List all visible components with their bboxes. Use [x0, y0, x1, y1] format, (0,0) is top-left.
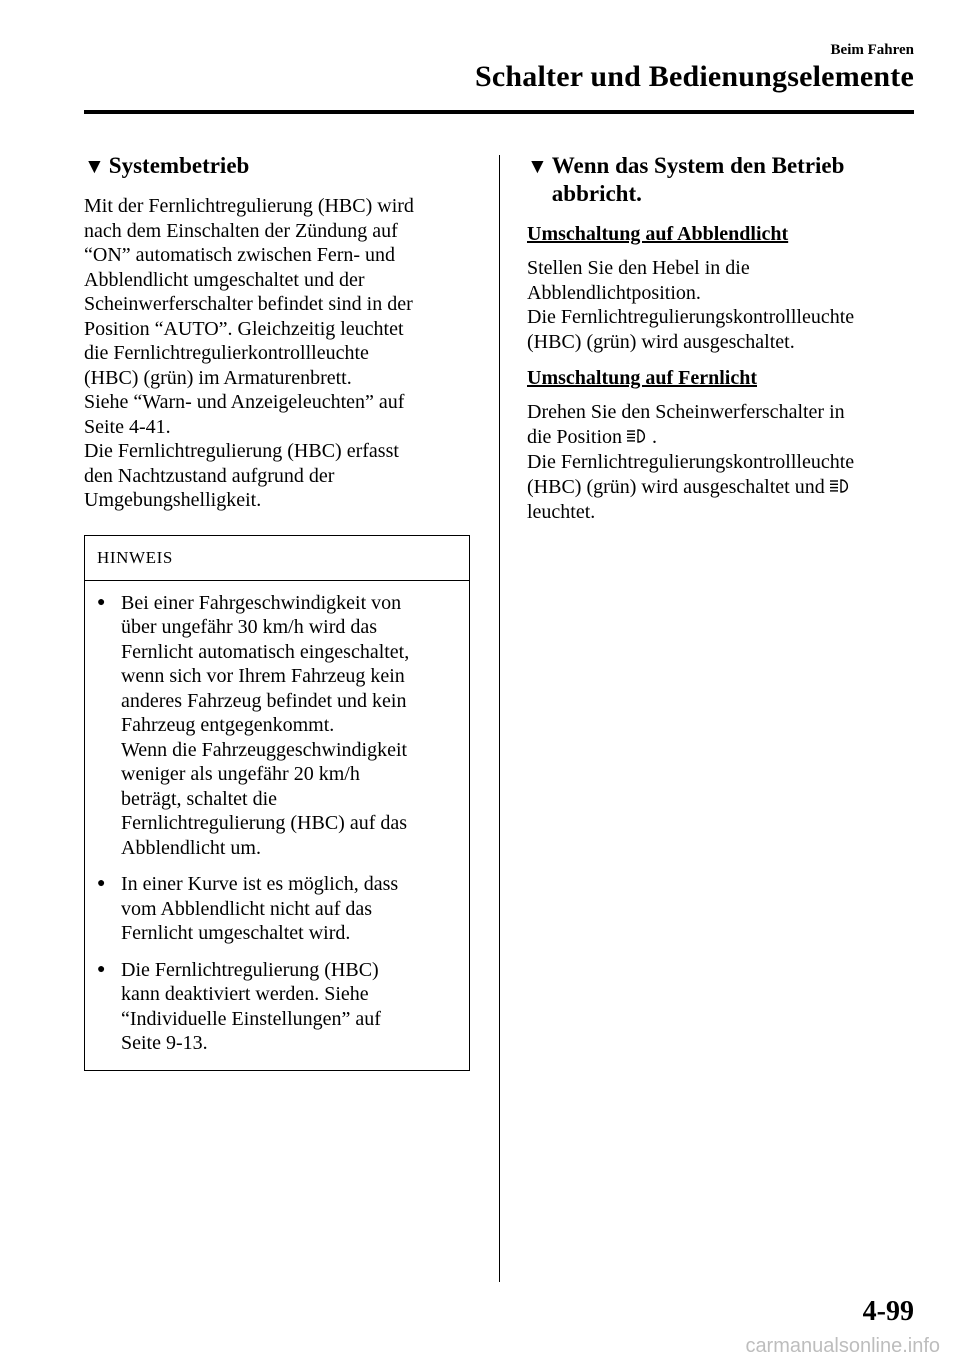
note-item: [97, 872, 453, 946]
page-title: Schalter und Bedienungselemente: [474, 60, 914, 93]
subheading-fernlicht: Umschaltung auf Fernlicht: [527, 367, 757, 389]
section-heading-systembetrieb: [84, 152, 474, 180]
body-paragraph: [527, 400, 917, 525]
note-title: HINWEIS: [85, 536, 469, 581]
note-item-text: In einer Kurve ist es möglich, dass vom Abblendlicht nicht auf das Fernlicht umgeschaltet wird.: [121, 873, 399, 944]
right-column: [527, 152, 917, 525]
note-item-text: Die Fernlichtregulierung (HBC) kann deaktiviert werden. Siehe “Individuelle Einstellungen” auf Seite 9-13.: [121, 958, 381, 1054]
heading-marker-icon: ▼: [84, 154, 105, 178]
bullet-icon: ●: [97, 876, 106, 891]
heading-marker-icon: ▼: [527, 154, 548, 178]
watermark: carmanualsonline.info: [745, 1335, 940, 1357]
text-line: .: [652, 425, 658, 448]
section-heading-abbruch: [527, 152, 917, 208]
note-item: [97, 958, 453, 1056]
text-line: die Position: [527, 425, 623, 448]
bullet-icon: ●: [97, 594, 106, 610]
body-paragraph: Mit der Fernlichtregulierung (HBC) wird nach dem Einschalten der Zündung auf “ON” automatisch zwischen Fern- und Abblendlicht umgeschaltet und der Scheinwerferschalter befindet sind in der Position “AUTO”. Gleichzeitig leuchtet die Fernlichtregulierkontrollleuchte (HBC) (grün) im Armaturenbrett. Siehe “Warn- und Anzeigeleuchten” auf Seite 4-41. Die Fernlichtregulierung (HBC) erfasst den Nachtzustand aufgrund der Umgebungshelligkeit.: [84, 195, 414, 511]
note-box: [84, 535, 470, 1071]
text-line: Die Fernlichtregulierungskontrollleuchte: [527, 451, 855, 474]
note-item-text: Bei einer Fahrgeschwindigkeit von über ungefähr 30 km/h wird das Fernlicht automatisch eingeschaltet, wenn sich vor Ihrem Fahrzeug kein anderes Fahrzeug befindet und kein Fahrzeug entgegenkommt. Wenn die Fahrzeuggeschwindigkeit weniger als ungefähr 20 km/h beträgt, schaltet die Fernlichtregulierung (HBC) auf das Abblendlicht um.: [121, 591, 410, 859]
text-line: (HBC) (grün) wird ausgeschaltet und: [527, 475, 825, 498]
page-number: 4-99: [862, 1296, 914, 1327]
note-item: [97, 591, 453, 861]
section-label: Beim Fahren: [830, 42, 914, 58]
heading-text: Systembetrieb: [108, 153, 250, 178]
left-column: [84, 152, 474, 1071]
header-rule: [84, 110, 914, 114]
bullet-icon: ●: [97, 961, 106, 977]
heading-text: Wenn das System den Betrieb abbricht.: [551, 153, 845, 206]
high-beam-icon: [829, 476, 851, 501]
note-body: [85, 581, 469, 1070]
column-divider: [499, 155, 500, 1282]
text-line: Drehen Sie den Scheinwerferschalter in: [527, 401, 845, 423]
high-beam-icon: [626, 426, 648, 451]
subheading-abblendlicht: Umschaltung auf Abblendlicht: [527, 223, 789, 245]
text-line: leuchtet.: [527, 501, 596, 524]
body-paragraph: Stellen Sie den Hebel in die Abblendlichtposition. Die Fernlichtregulierungskontrollleuchte (HBC) (grün) wird ausgeschaltet.: [527, 257, 855, 353]
